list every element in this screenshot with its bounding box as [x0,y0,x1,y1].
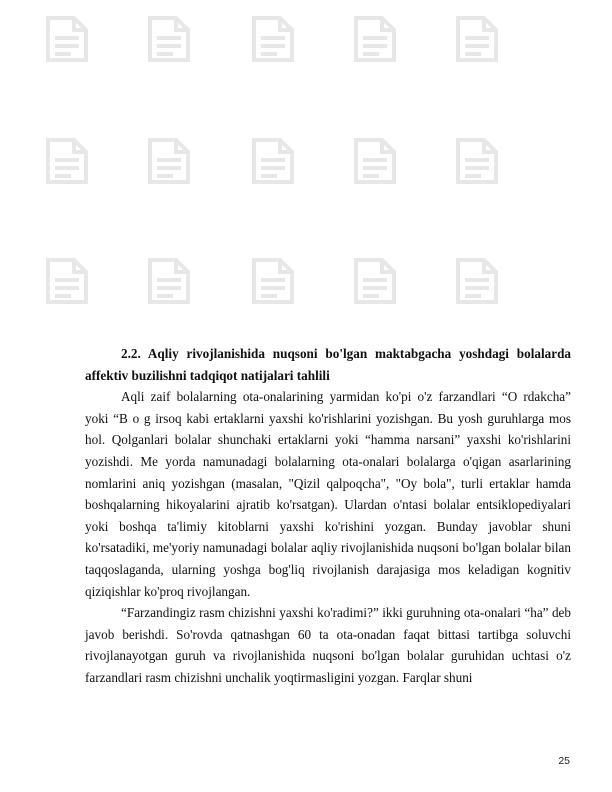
watermark-icon [454,16,500,62]
watermark-icon [250,138,296,184]
watermark-icon [146,138,192,184]
watermark-icon [454,138,500,184]
paragraph: “Farzandingiz rasm chizishni yaxshi ko'radimi?” ikki guruhning ota-onalari “ha” deb javob berishdi. So'rovda qatnashgan 60 ta ota-onadan faqat bittasi tartibga soluvchi rivojlanayotgan guruh va rivojlanishida nuqsoni bo'lgan bolalar guruhidan uchtasi o'z farzandlari rasm chizishni unchalik yoqtirmasligini yozgan. Farqlar shuni [85,605,571,685]
watermark-icon [250,16,296,62]
watermark-icon [44,258,90,304]
document-body [85,343,571,689]
paragraph: Aqli zaif bolalarning ota-onalarining yarmidan ko'pi o'z farzandlari “O rdakcha” yoki “B o g irsoq kabi ertaklarni yaxshi ko'rishlarini yozishgan. Bu yosh guruhlarga mos hol. Qolganlari bolalar shunchaki ertaklarni yoki “hamma narsani” yaxshi ko'rishlarini yozishdi. Me yorda namunadagi bolalarning ota-onalari bolalarga o'qigan asarlarining nomlarini aniq yozishgan (masalan, "Qizil qalpoqcha", "Oy bola", turli ertaklar hamda boshqalarning hikoyalarini ajratib ko'rsatgan). Ulardan o'ntasi bolalar entsiklopediyalari yoki boshqa ta'limiy kitoblarni yaxshi ko'rishini yozgan. Bunday javoblar shuni ko'rsatadiki, me'yoriy namunadagi bolalar aqliy rivojlanishida nuqsoni bo'lgan bolalar bilan taqqoslaganda, ularning yoshga bog'liq rivojlanish darajasiga mos keladigan kognitiv qiziqishlar ko'proq rivojlangan. [85,389,571,599]
watermark-icon [146,16,192,62]
watermark-icon [454,258,500,304]
watermark-icon [250,258,296,304]
watermark-icon [44,16,90,62]
watermark-icon [352,258,398,304]
watermark-icon [352,16,398,62]
watermark-icon [44,138,90,184]
watermark-icon [146,258,192,304]
watermark-icon [352,138,398,184]
page-number: 25 [558,755,570,767]
section-heading: 2.2. Aqliy rivojlanishida nuqsoni bo'lgan maktabgacha yoshdagi bolalarda affektiv buzilishni tadqiqot natijalari tahlili [85,346,571,383]
